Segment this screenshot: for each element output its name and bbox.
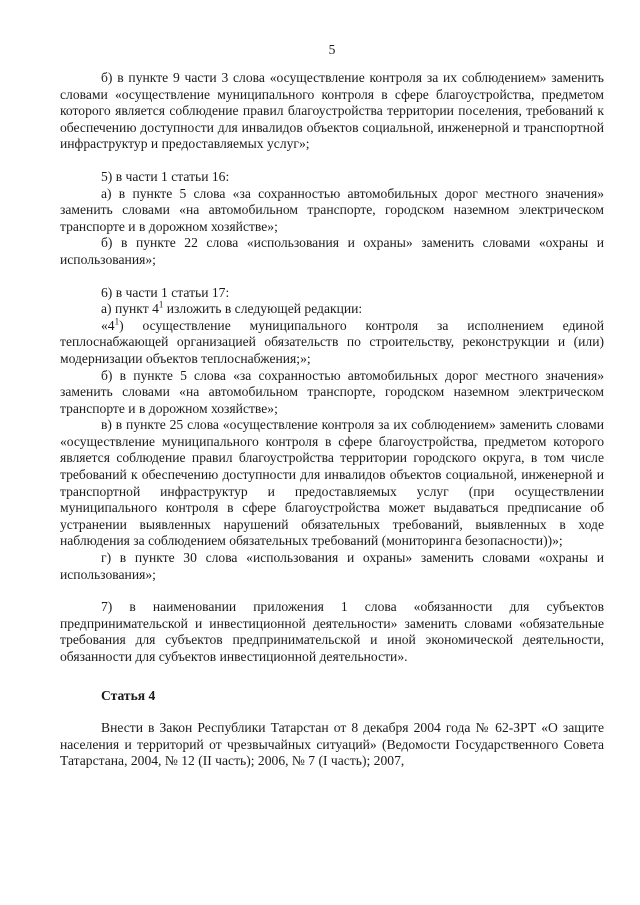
- spacer: [60, 269, 604, 285]
- paragraph-item-6a: [60, 301, 604, 318]
- paragraph-item-6b: б) в пункте 5 слова «за сохранностью автомобильных дорог местного значения» заменить словами «на автомобильном транспорте, городском наземном электрическом транспорте и в дорожном хозяйстве»;: [60, 367, 604, 416]
- document-page: [60, 0, 604, 905]
- paragraph-item-5a: а) в пункте 5 слова «за сохранностью автомобильных дорог местного значения» заменить словами «на автомобильном транспорте, городском наземном электрическом транспорте и в дорожном хозяйстве»;: [60, 185, 604, 234]
- paragraph-item-6a-text: [60, 318, 604, 368]
- paragraph-item-7: 7) в наименовании приложения 1 слова «обязанности для субъектов предпринимательской и инвестиционной деятельности» заменить словами «обязательные требования для субъектов предпринимательской и иной экономической деятельности, обязанности для субъектов инвестиционной деятельности».: [60, 599, 604, 664]
- spacer: [60, 153, 604, 169]
- document-body: [60, 70, 604, 770]
- paragraph-item-b-point-9: б) в пункте 9 части 3 слова «осуществление контроля за их соблюдением» заменить словами «осуществление муниципального контроля в сфере благоустройства, предметом которого является соблюдение правил благоустройства территории поселения, требований к обеспечению доступности для инвалидов объектов социальной, инженерной и транспортной инфраструктур и предоставляемых услуг»;: [60, 70, 604, 152]
- text-run: а) пункт 4: [101, 301, 159, 317]
- superscript: 1: [114, 316, 120, 327]
- superscript: 1: [158, 299, 164, 310]
- spacer: [60, 704, 604, 720]
- spacer: [60, 583, 604, 599]
- text-run: ) осуществление муниципального контроля за исполнением единой теплоснабжающей организацией обязательств по строительству, реконструкции и (или) модернизации объектов теплоснабжения;»;: [60, 317, 604, 366]
- paragraph-article-4-intro: Внести в Закон Республики Татарстан от 8 декабря 2004 года № 62-ЗРТ «О защите населения и территорий от чрезвычайных ситуаций» (Ведомости Государственного Совета Татарстана, 2004, № 12 (II часть); 2006, № 7 (I часть); 2007,: [60, 720, 604, 769]
- page-number: 5: [328, 42, 336, 57]
- paragraph-item-6c: в) в пункте 25 слова «осуществление контроля за их соблюдением» заменить словами «осуществление муниципального контроля в сфере благоустройства, предметом которого является соблюдение правил благоустройства территории городского округа, в том числе требований к обеспечению доступности для инвалидов объектов социальной, инженерной и транспортной инфраструктур и предоставляемых услуг (при осуществлении муниципального контроля в сфере благоустройства может выдаваться предписание об устранении выявленных нарушений обязательных требований, выявленных в ходе наблюдения за соблюдением обязательных требований (мониторинга безопасности))»;: [60, 417, 604, 549]
- paragraph-item-6d: г) в пункте 30 слова «использования и охраны» заменить словами «охраны и использования»;: [60, 550, 604, 582]
- text-run: «4: [101, 317, 115, 333]
- paragraph-item-6: 6) в части 1 статьи 17:: [101, 284, 230, 300]
- text-run: изложить в следующей редакции:: [163, 301, 363, 317]
- article-heading: Статья 4: [101, 687, 156, 703]
- spacer: [60, 666, 604, 688]
- paragraph-item-5: 5) в части 1 статьи 16:: [101, 168, 230, 184]
- paragraph-item-5b: б) в пункте 22 слова «использования и охраны» заменить словами «охраны и использования»;: [60, 235, 604, 267]
